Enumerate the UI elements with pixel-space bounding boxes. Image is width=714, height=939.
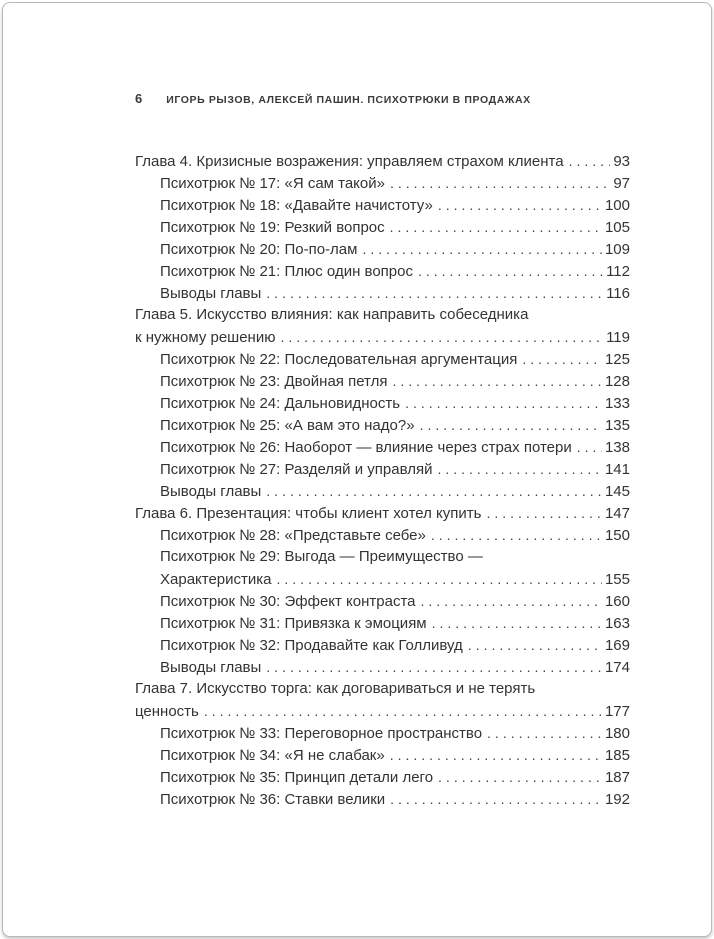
toc-entry: [135, 788, 630, 810]
toc-entry: [135, 656, 630, 678]
dot-leader: [390, 744, 602, 767]
dot-leader: [392, 370, 602, 393]
dot-leader: [418, 260, 603, 283]
toc-entry: [135, 524, 630, 546]
toc-entry-page: 116: [606, 285, 630, 302]
dot-leader: [390, 216, 602, 239]
toc-entry-page: 128: [604, 373, 630, 390]
toc-entry: [135, 370, 630, 392]
toc-entry: [135, 216, 630, 238]
toc-entry-page: 145: [604, 483, 630, 500]
running-title: ИГОРЬ РЫЗОВ, АЛЕКСЕЙ ПАШИН. ПСИХОТРЮКИ В ПРОДАЖАХ: [166, 94, 531, 106]
toc-entry-page: 105: [604, 219, 630, 236]
toc-entry-page: 112: [606, 263, 630, 280]
toc-entry-text: Психотрюк № 32: Продавайте как Голливуд: [160, 637, 463, 654]
toc-entry: [135, 744, 630, 766]
dot-leader: [486, 502, 602, 525]
toc-entry-text: Психотрюк № 20: По-по-лам: [160, 241, 358, 258]
dot-leader: [362, 238, 602, 261]
toc-entry-text: Характеристика: [160, 571, 272, 588]
toc-entry-text: Психотрюк № 36: Ставки велики: [160, 791, 386, 808]
toc-entry: [135, 260, 630, 282]
toc-entry-text: Психотрюк № 18: «Давайте начистоту»: [160, 197, 433, 214]
toc-entry: [135, 414, 630, 436]
toc-entry: [135, 480, 630, 502]
toc-entry-page: 135: [604, 417, 630, 434]
dot-leader: [266, 480, 602, 503]
toc-entry-page: 169: [604, 637, 630, 654]
toc-entry-page: 163: [604, 615, 630, 632]
toc-entry-text: Психотрюк № 26: Наоборот — влияние через страх потери: [160, 439, 572, 456]
toc-entry-page: 100: [604, 197, 630, 214]
toc-entry: [135, 612, 630, 634]
toc-entry-text: Психотрюк № 33: Переговорное пространство: [160, 725, 483, 742]
toc-entry-page: 185: [604, 747, 630, 764]
dot-leader: [522, 348, 602, 371]
toc-entry: [135, 326, 630, 348]
dot-leader: [431, 524, 602, 547]
toc-list: [135, 150, 630, 810]
toc-entry-page: 180: [604, 725, 630, 742]
toc-entry-page: 187: [604, 769, 630, 786]
toc-entry-text: Глава 5. Искусство влияния: как направить собеседника: [135, 306, 529, 323]
dot-leader: [280, 326, 603, 349]
toc-entry-text: Психотрюк № 22: Последовательная аргументация: [160, 351, 518, 368]
toc-entry-text: Выводы главы: [160, 483, 262, 500]
toc-entry-text: Глава 4. Кризисные возражения: управляем страхом клиента: [135, 153, 564, 170]
toc-entry-page: 133: [604, 395, 630, 412]
toc-entry: [135, 722, 630, 744]
toc-entry-page: 174: [604, 659, 630, 676]
toc-entry: [135, 150, 630, 172]
toc-entry: [135, 304, 630, 326]
toc-entry: [135, 502, 630, 524]
dot-leader: [277, 568, 602, 591]
toc-entry: [135, 436, 630, 458]
toc-entry-text: Психотрюк № 19: Резкий вопрос: [160, 219, 385, 236]
dot-leader: [204, 700, 602, 723]
toc-entry-text: Психотрюк № 35: Принцип детали лего: [160, 769, 434, 786]
toc-entry-text: Психотрюк № 31: Привязка к эмоциям: [160, 615, 427, 632]
toc-entry-text: Выводы главы: [160, 659, 262, 676]
toc-entry-text: Психотрюк № 28: «Представьте себе»: [160, 527, 426, 544]
dot-leader: [266, 656, 602, 679]
toc-entry-page: 147: [604, 505, 630, 522]
dot-leader: [266, 282, 603, 305]
toc-entry-text: Психотрюк № 25: «А вам это надо?»: [160, 417, 415, 434]
dot-leader: [487, 722, 602, 745]
toc-entry-page: 160: [604, 593, 630, 610]
toc-entry: [135, 766, 630, 788]
toc-entry-page: 177: [604, 703, 630, 720]
toc-entry: [135, 238, 630, 260]
toc-entry: [135, 568, 630, 590]
dot-leader: [390, 788, 602, 811]
dot-leader: [432, 612, 602, 635]
toc-entry-text: Психотрюк № 23: Двойная петля: [160, 373, 388, 390]
toc-entry-page: 119: [606, 329, 630, 346]
toc-entry-page: 192: [604, 791, 630, 808]
toc-entry-page: 109: [604, 241, 630, 258]
toc-entry-text: Психотрюк № 29: Выгода — Преимущество —: [160, 548, 483, 565]
toc-entry: [135, 282, 630, 304]
toc-entry-text: к нужному решению: [135, 329, 276, 346]
toc-entry-text: Психотрюк № 17: «Я сам такой»: [160, 175, 385, 192]
toc-entry-text: Глава 7. Искусство торга: как договариваться и не терять: [135, 680, 536, 697]
toc-entry-text: Психотрюк № 24: Дальновидность: [160, 395, 401, 412]
toc-entry-text: Психотрюк № 27: Разделяй и управляй: [160, 461, 433, 478]
toc-entry-page: 155: [604, 571, 630, 588]
toc-entry: [135, 172, 630, 194]
page-number: 6: [135, 91, 143, 106]
toc-entry: [135, 700, 630, 722]
toc-entry-page: 97: [613, 175, 630, 192]
dot-leader: [569, 150, 611, 173]
toc-entry-page: 125: [604, 351, 630, 368]
toc-entry: [135, 194, 630, 216]
toc-entry-text: ценность: [135, 703, 199, 720]
dot-leader: [577, 436, 602, 459]
dot-leader: [437, 458, 602, 481]
toc-entry-page: 93: [613, 153, 630, 170]
toc-entry: [135, 678, 630, 700]
dot-leader: [421, 590, 602, 613]
page-header: [135, 91, 630, 106]
dot-leader: [390, 172, 610, 195]
toc-entry-page: 150: [604, 527, 630, 544]
dot-leader: [438, 194, 602, 217]
toc-entry: [135, 634, 630, 656]
toc-entry-text: Глава 6. Презентация: чтобы клиент хотел купить: [135, 505, 482, 522]
dot-leader: [405, 392, 602, 415]
toc-entry: [135, 458, 630, 480]
toc-entry-page: 141: [604, 461, 630, 478]
toc-entry-text: Психотрюк № 34: «Я не слабак»: [160, 747, 385, 764]
toc-entry-page: 138: [604, 439, 630, 456]
dot-leader: [420, 414, 602, 437]
book-page: [2, 2, 712, 937]
toc-entry-text: Психотрюк № 21: Плюс один вопрос: [160, 263, 413, 280]
dot-leader: [468, 634, 602, 657]
toc-entry-text: Выводы главы: [160, 285, 262, 302]
toc-entry: [135, 348, 630, 370]
toc-entry: [135, 392, 630, 414]
toc-entry: [135, 590, 630, 612]
dot-leader: [438, 766, 602, 789]
toc-entry: [135, 546, 630, 568]
toc-entry-text: Психотрюк № 30: Эффект контраста: [160, 593, 416, 610]
